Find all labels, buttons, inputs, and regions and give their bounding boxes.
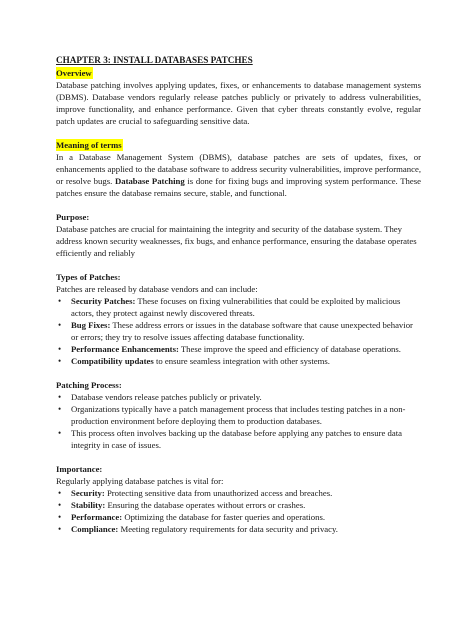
list-item: [56, 319, 421, 343]
purpose-section: [56, 211, 421, 259]
list-item: • This process often involves backing up the database before applying any patches to ensure data integrity in case of issues.: [56, 427, 421, 451]
types-heading: Types of Patches:: [56, 272, 121, 282]
type-term: Compatibility updates: [71, 356, 154, 366]
types-list: [56, 295, 421, 367]
list-item: [56, 343, 421, 355]
list-item: [56, 523, 421, 535]
list-item: • Database vendors release patches publicly or privately.: [56, 391, 421, 403]
importance-term: Performance:: [71, 512, 123, 522]
type-term: Security Patches:: [71, 296, 136, 306]
importance-term: Stability:: [71, 500, 106, 510]
overview-section: [56, 67, 421, 127]
importance-list: [56, 487, 421, 535]
importance-text: Ensuring the database operates without errors or crashes.: [105, 500, 306, 510]
importance-heading: Importance:: [56, 464, 103, 474]
overview-text: Database patching involves applying updates, fixes, or enhancements to database management systems (DBMS). Database vendors regularly release patches publicly or privately to address vulnerabilities, improve functionality, and enhance performance. Given that cyber threats constantly evolve, regular patch updates are crucial to safeguarding sensitive data.: [56, 80, 421, 126]
purpose-heading: Purpose:: [56, 212, 90, 222]
type-term: Bug Fixes:: [71, 320, 111, 330]
meaning-heading: Meaning of terms: [56, 140, 122, 150]
importance-term: Security:: [71, 488, 105, 498]
types-intro: Patches are released by database vendors and can include:: [56, 284, 258, 294]
process-heading: Patching Process:: [56, 380, 122, 390]
purpose-text: Database patches are crucial for maintaining the integrity and security of the database system. They address known security weaknesses, fix bugs, and enhance performance, ensuring the database operates efficiently and reliably: [56, 224, 417, 258]
meaning-bold-term: Database Patching: [114, 176, 185, 186]
type-text: These focuses on fixing vulnerabilities that could be exploited by malicious actors, they protect against newly discovered threats.: [71, 296, 401, 318]
overview-heading: Overview: [56, 68, 92, 78]
list-item: [56, 499, 421, 511]
list-item: [56, 487, 421, 499]
meaning-section: [56, 139, 421, 199]
type-text: to ensure seamless integration with other systems.: [153, 356, 330, 366]
importance-text: Meeting regulatory requirements for data security and privacy.: [118, 524, 338, 534]
meaning-text-after: is done for fixing bugs and improving system performance. These patches ensure the database remains secure, stable, and functional.: [56, 176, 421, 198]
process-section: [56, 379, 421, 451]
types-section: [56, 271, 421, 367]
list-item: [56, 511, 421, 523]
document-page: [56, 54, 421, 535]
importance-term: Compliance:: [71, 524, 119, 534]
importance-intro: Regularly applying database patches is vital for:: [56, 476, 224, 486]
list-item: • Organizations typically have a patch management process that includes testing patches in a non-production environment before deploying them to production databases.: [56, 403, 421, 427]
list-item: [56, 355, 421, 367]
process-list: [56, 391, 421, 451]
importance-text: Optimizing the database for faster queries and operations.: [122, 512, 326, 522]
importance-text: Protecting sensitive data from unauthorized access and breaches.: [104, 488, 333, 498]
type-text: These improve the speed and efficiency of database operations.: [178, 344, 401, 354]
chapter-title: CHAPTER 3: INSTALL DATABASES PATCHES: [56, 55, 253, 65]
list-item: [56, 295, 421, 319]
type-text: These address errors or issues in the database software that cause unexpected behavior or errors; they try to resolve issues affecting database functionality.: [71, 320, 413, 342]
meaning-text-before: In a Database Management System (DBMS), database patches are sets of updates, fixes, or enhancements applied to the database software to address security vulnerabilities, improve performance, or resolve bugs.: [56, 152, 421, 186]
meaning-text: [56, 151, 421, 199]
type-term: Performance Enhancements:: [71, 344, 179, 354]
importance-section: [56, 463, 421, 535]
